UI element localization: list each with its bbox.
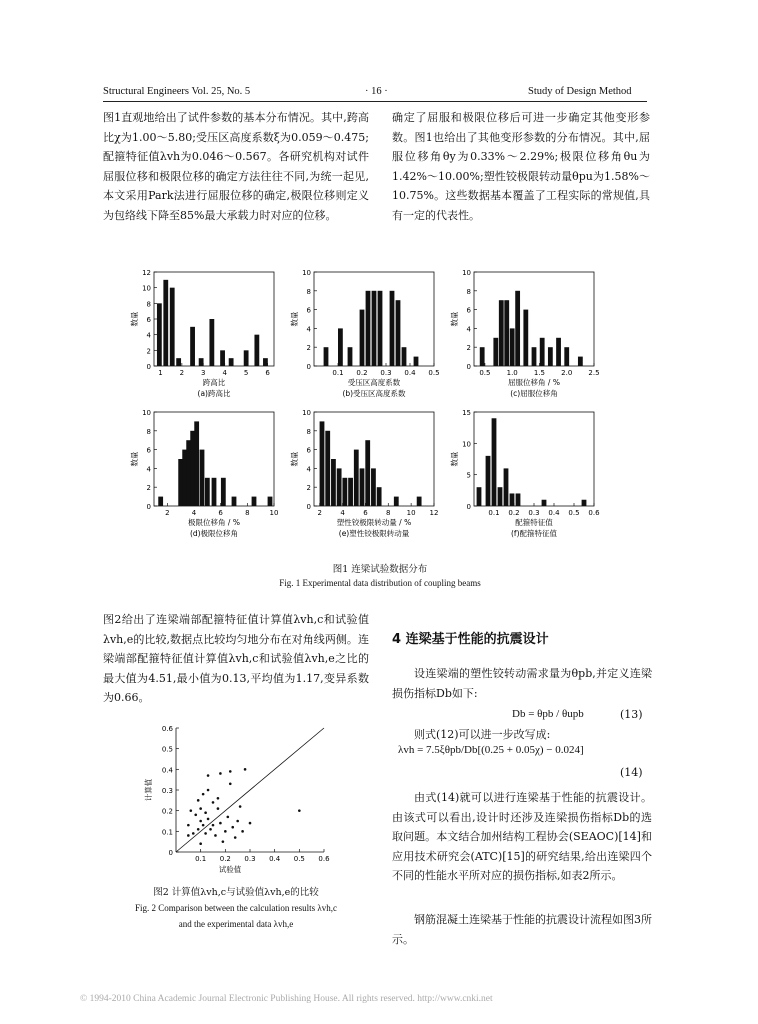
scatter-point [199, 807, 202, 810]
x-tick-label: 0.2 [508, 509, 520, 517]
figure-1-histograms [130, 262, 630, 552]
histogram-bar [365, 440, 370, 506]
x-tick-label: 6 [218, 509, 223, 517]
histogram-bar [477, 487, 482, 506]
equation-13-number: (13) [620, 708, 643, 721]
scatter-point [202, 824, 205, 827]
x-tick-label: 0.5 [568, 509, 580, 517]
y-tick-label: 2 [306, 484, 311, 493]
y-axis-label: 数量 [130, 451, 139, 467]
histogram-bar [480, 347, 485, 366]
y-tick-label: 0.3 [161, 787, 173, 795]
y-axis-label: 数量 [450, 311, 459, 327]
histogram-bar [348, 478, 353, 506]
y-tick-label: 4 [306, 465, 311, 474]
x-tick-label: 0.3 [528, 509, 540, 517]
y-tick-label: 8 [146, 427, 151, 436]
histogram-bar [498, 487, 503, 506]
histogram-bar [360, 468, 365, 506]
histogram-bar [212, 478, 217, 506]
y-tick-label: 6 [306, 446, 311, 455]
scatter-point [212, 801, 215, 804]
y-tick-label: 2 [146, 347, 151, 356]
histogram-bar [194, 421, 199, 506]
copyright-footer: © 1994-2010 China Academic Journal Electronic Publishing House. All rights reserved. http://www.cnki.net [80, 994, 493, 1004]
scatter-point [187, 834, 190, 837]
histogram-bar [157, 303, 162, 366]
histogram-bar [396, 300, 401, 366]
histogram-bar [360, 310, 365, 366]
histogram-bar [163, 280, 168, 366]
scatter-point [187, 824, 190, 827]
x-tick-label: 2 [179, 369, 185, 377]
x-tick-label: 0.1 [332, 369, 344, 377]
figure-2-caption: 图2 计算值λvh,c与试验值λvh,e的比较 [153, 887, 319, 898]
equation-14-number: (14) [620, 766, 643, 779]
histogram-bar [209, 319, 214, 366]
scatter-point [194, 814, 197, 817]
y-tick-label: 0 [168, 849, 173, 857]
subcaption: (e)塑性铰极限转动量 [338, 529, 410, 538]
histogram-bar [582, 500, 587, 506]
histogram-bar [158, 497, 163, 506]
histogram-bar [556, 338, 561, 366]
scatter-point [204, 811, 207, 814]
left-paragraph-2: 图2给出了连梁端部配箍特征值计算值λvh,c和试验值λvh,e的比较,数据点比较均匀地分布在对角线两侧。连梁端部配箍特征值计算值λvh,c和试验值λvh,e之比的最大值为4.51,最小值为0.13,平均值为1.17,变异系数为0.66。 [103, 613, 369, 704]
scatter-point [217, 797, 220, 800]
y-tick-label: 10 [302, 269, 311, 277]
y-tick-label: 8 [466, 287, 471, 296]
figure-1-caption-en: Fig. 1 Experimental data distribution of coupling beams [279, 578, 481, 588]
x-tick-label: 0.3 [244, 855, 256, 863]
y-tick-label: 0 [306, 363, 311, 371]
x-tick-label: 0.1 [195, 855, 207, 863]
x-tick-label: 0.1 [488, 509, 500, 517]
subcaption: (f)配箍特征值 [511, 529, 557, 538]
scatter-point [229, 783, 232, 786]
subcaption: (b)受压区高度系数 [342, 389, 406, 398]
x-axis-label: 屈服位移角 / % [508, 378, 560, 387]
x-tick-label: 0.4 [548, 509, 560, 517]
histogram-bar [486, 456, 491, 506]
journal-header: Structural Engineers Vol. 25, No. 5 [103, 86, 251, 97]
right-paragraph-4: 钢筋混凝土连梁基于性能的抗震设计流程如图3所示。 [392, 913, 652, 946]
x-tick-label: 3 [201, 369, 206, 377]
histogram-bar [523, 310, 528, 366]
histogram-bar [337, 468, 342, 506]
y-tick-label: 0 [466, 503, 471, 511]
scatter-point [236, 820, 239, 823]
histogram-bar [254, 335, 259, 366]
scatter-point [209, 828, 212, 831]
y-axis-label: 计算值 [144, 778, 153, 802]
subcaption: (c)屈服位移角 [510, 389, 558, 398]
histogram-bar [252, 497, 257, 506]
x-tick-label: 0.5 [479, 369, 491, 377]
histogram-1 [289, 269, 440, 398]
scatter-point [234, 836, 237, 839]
histogram-5 [449, 409, 600, 538]
histogram-bar [244, 350, 249, 366]
histogram-0 [130, 269, 274, 398]
y-tick-label: 6 [306, 306, 311, 315]
y-tick-label: 8 [306, 427, 311, 436]
scatter-point [239, 805, 242, 808]
x-tick-label: 4 [191, 509, 197, 517]
y-tick-label: 2 [466, 344, 471, 353]
scatter-point [217, 807, 220, 810]
x-tick-label: 0.6 [318, 855, 330, 863]
y-tick-label: 12 [142, 269, 151, 277]
histogram-bar [190, 327, 195, 366]
y-tick-label: 2 [306, 344, 311, 353]
header-rule [103, 101, 647, 102]
x-tick-label: 0.4 [404, 369, 416, 377]
section-header: Study of Design Method [528, 86, 632, 97]
y-tick-label: 10 [462, 269, 471, 277]
histogram-bar [402, 347, 407, 366]
histogram-bar [377, 487, 382, 506]
histogram-bar [510, 328, 515, 366]
x-tick-label: 0.3 [380, 369, 392, 377]
y-tick-label: 6 [146, 446, 151, 455]
y-tick-label: 0 [146, 503, 151, 511]
x-tick-label: 1.5 [533, 369, 546, 377]
y-tick-label: 0.4 [161, 766, 173, 775]
right-paragraph-3: 由式(14)就可以进行连梁基于性能的抗震设计。由该式可以看出,设计时还涉及连梁损伤指标Db的选取问题。本文结合加州结构工程协会(SEAOC)[14]和应用技术研究会(ATC)[15]的研究结果,给出连梁四个不同的性能水平所对应的损伤指标,如表2所示。 [392, 791, 652, 882]
histogram-bar [354, 450, 359, 506]
right-paragraph-2: 设连梁端的塑性铰转动需求量为θpb,并定义连梁损伤指标Db如下: [392, 667, 652, 700]
x-tick-label: 0.6 [588, 509, 600, 517]
x-tick-label: 0.5 [293, 855, 305, 863]
scatter-point [207, 789, 210, 792]
x-tick-label: 2 [317, 509, 322, 517]
x-tick-label: 6 [265, 369, 270, 377]
x-tick-label: 0.2 [219, 855, 231, 863]
y-tick-label: 10 [302, 409, 311, 417]
left-paragraph-1: 图1直观地给出了试件参数的基本分布情况。其中,跨高比χ为1.00～5.80;受压区高度系数ξ为0.059～0.475;配箍特征值λvh为0.046～0.567。各研究机构对试件屈服位移和极限位移的确定方法往往不同,为统一起见,本文采用Park法进行屈服位移的确定,极限位移则定义为包络线下降至85%最大承载力时对应的位移。 [103, 111, 369, 222]
scatter-point [212, 824, 215, 827]
histogram-bar [366, 291, 371, 366]
x-axis-label: 试验值 [218, 865, 242, 874]
x-tick-label: 4 [222, 369, 227, 377]
y-axis-label: 数量 [130, 311, 139, 327]
equation-14-intro: 则式(12)可以进一步改写成: [414, 728, 551, 741]
scatter-point [231, 826, 234, 829]
y-tick-label: 4 [466, 325, 471, 334]
histogram-bar [493, 338, 498, 366]
scatter-point [197, 828, 200, 831]
y-tick-label: 4 [146, 331, 151, 340]
scatter-point [227, 816, 230, 819]
histogram-bar [542, 500, 547, 506]
y-axis-label: 数量 [290, 311, 299, 327]
y-tick-label: 0 [306, 503, 311, 511]
histogram-bar [324, 347, 329, 366]
histogram-bar [548, 347, 553, 366]
x-tick-label: 2.5 [588, 369, 600, 377]
histogram-bar [176, 358, 181, 366]
x-tick-label: 5 [243, 369, 249, 377]
histogram-bar [532, 347, 537, 366]
scatter-point [207, 818, 210, 821]
scatter-point [229, 770, 232, 773]
histogram-bar [510, 493, 515, 506]
y-tick-label: 8 [146, 300, 151, 309]
histogram-bar [564, 347, 569, 366]
y-tick-label: 10 [142, 284, 151, 293]
scatter-point [244, 768, 247, 771]
histogram-bar [372, 291, 377, 366]
histogram-bar [578, 357, 583, 366]
histogram-bar [371, 468, 376, 506]
histogram-bar [220, 350, 225, 366]
equation-14: λvh = 7.5ξθpb/Db[(0.25 + 0.05χ) − 0.024] [398, 744, 584, 756]
scatter-point [222, 840, 225, 843]
histogram-bar [417, 497, 422, 506]
histogram-bar [504, 468, 509, 506]
y-tick-label: 6 [146, 316, 151, 324]
histogram-bar [268, 497, 273, 506]
histogram-bar [348, 347, 353, 366]
x-tick-label: 0.4 [269, 855, 281, 863]
right-paragraph-1: 确定了屈服和极限位移后可进一步确定其他变形参数。图1也给出了其他变形参数的分布情况。其中,屈服位移角θy为0.33%～2.29%;极限位移角θu为1.42%～10.00%;塑性铰极限转动量θpu为1.58%～10.75%。这些数据基本覆盖了工程实际的常规值,具有一定的代表性。 [392, 111, 650, 222]
section-4-heading: 4 连梁基于性能的抗震设计 [392, 632, 549, 647]
scatter-point [199, 842, 202, 845]
y-tick-label: 4 [146, 465, 151, 474]
x-tick-label: 8 [245, 509, 250, 517]
histogram-4 [289, 409, 438, 538]
histogram-bar [331, 459, 336, 506]
y-tick-label: 2 [146, 484, 151, 493]
histogram-bar [378, 291, 383, 366]
y-tick-label: 0 [146, 363, 151, 371]
y-tick-label: 0.2 [161, 807, 173, 816]
scatter-point [190, 809, 193, 812]
y-tick-label: 0 [466, 363, 471, 371]
y-tick-label: 4 [306, 325, 311, 334]
page-number: · 16 · [365, 86, 388, 97]
histogram-bar [232, 497, 237, 506]
figure-2-caption-en-2: and the experimental data λvh,e [178, 919, 294, 929]
scatter-point [204, 832, 207, 835]
y-tick-label: 15 [462, 409, 471, 417]
histogram-bar [540, 338, 545, 366]
y-tick-label: 10 [462, 440, 471, 449]
scatter-point [224, 830, 227, 833]
histogram-bar [499, 300, 504, 366]
histogram-bar [205, 478, 210, 506]
x-tick-label: 2.0 [561, 369, 573, 377]
figure-1-caption: 图1 连梁试验数据分布 [332, 564, 428, 575]
x-tick-label: 0.2 [356, 369, 368, 377]
x-axis-label: 跨高比 [202, 378, 226, 387]
histogram-bar [221, 478, 226, 506]
x-tick-label: 10 [406, 509, 416, 517]
y-axis-label: 数量 [290, 451, 299, 467]
x-axis-label: 极限位移角 / % [188, 518, 240, 527]
histogram-bar [338, 328, 343, 366]
x-axis-label: 受压区高度系数 [347, 378, 401, 387]
scatter-point [192, 832, 195, 835]
histogram-bar [325, 431, 330, 506]
histogram-bar [170, 288, 175, 366]
x-axis-label: 塑性铰极限转动量 / % [336, 518, 412, 527]
y-tick-label: 8 [306, 287, 311, 296]
y-tick-label: 6 [466, 306, 471, 315]
equation-13: Db = θpb / θupb [512, 708, 584, 720]
histogram-bar [414, 357, 419, 366]
scatter-point [241, 830, 244, 833]
histogram-bar [390, 291, 395, 366]
y-tick-label: 0.6 [161, 725, 173, 733]
histogram-bar [516, 493, 521, 506]
y-tick-label: 0.1 [161, 828, 173, 837]
histogram-bar [394, 497, 399, 506]
scatter-point [298, 809, 301, 812]
scatter-point [207, 774, 210, 777]
x-tick-label: 1 [158, 369, 163, 377]
scatter-point [219, 822, 222, 825]
y-tick-label: 5 [466, 471, 471, 480]
subcaption: (a)跨高比 [197, 389, 231, 398]
diagonal-line [176, 728, 324, 852]
figure-2-caption-en-1: Fig. 2 Comparison between the calculation results λvh,c [134, 903, 338, 913]
x-tick-label: 1.0 [506, 369, 518, 377]
histogram-bar [342, 478, 347, 506]
histogram-bar [492, 418, 497, 506]
histogram-bar [515, 291, 520, 366]
histogram-bar [263, 358, 268, 366]
y-tick-label: 0.5 [161, 745, 173, 754]
histogram-bar [200, 450, 205, 506]
histogram-bar [320, 421, 325, 506]
histogram-bar [229, 358, 234, 366]
x-axis-label: 配箍特征值 [515, 518, 553, 527]
scatter-point [199, 820, 202, 823]
y-tick-label: 10 [142, 409, 151, 417]
x-tick-label: 0.5 [428, 369, 440, 377]
x-tick-label: 4 [340, 509, 345, 517]
y-axis-label: 数量 [450, 451, 459, 467]
histogram-3 [130, 409, 278, 538]
x-tick-label: 12 [429, 509, 439, 517]
scatter-point [197, 799, 200, 802]
histogram-2 [449, 269, 600, 398]
scatter-point [249, 822, 252, 825]
histogram-bar [199, 358, 204, 366]
scatter-point [219, 772, 222, 775]
scatter-point [202, 793, 205, 796]
x-tick-label: 10 [269, 509, 279, 517]
scatter-point [214, 834, 217, 837]
subcaption: (d)极限位移角 [189, 529, 239, 538]
figure-2-scatter [130, 720, 350, 880]
histogram-bar [504, 300, 509, 366]
x-tick-label: 6 [363, 509, 368, 517]
x-tick-label: 2 [165, 509, 170, 517]
x-tick-label: 8 [386, 509, 391, 517]
